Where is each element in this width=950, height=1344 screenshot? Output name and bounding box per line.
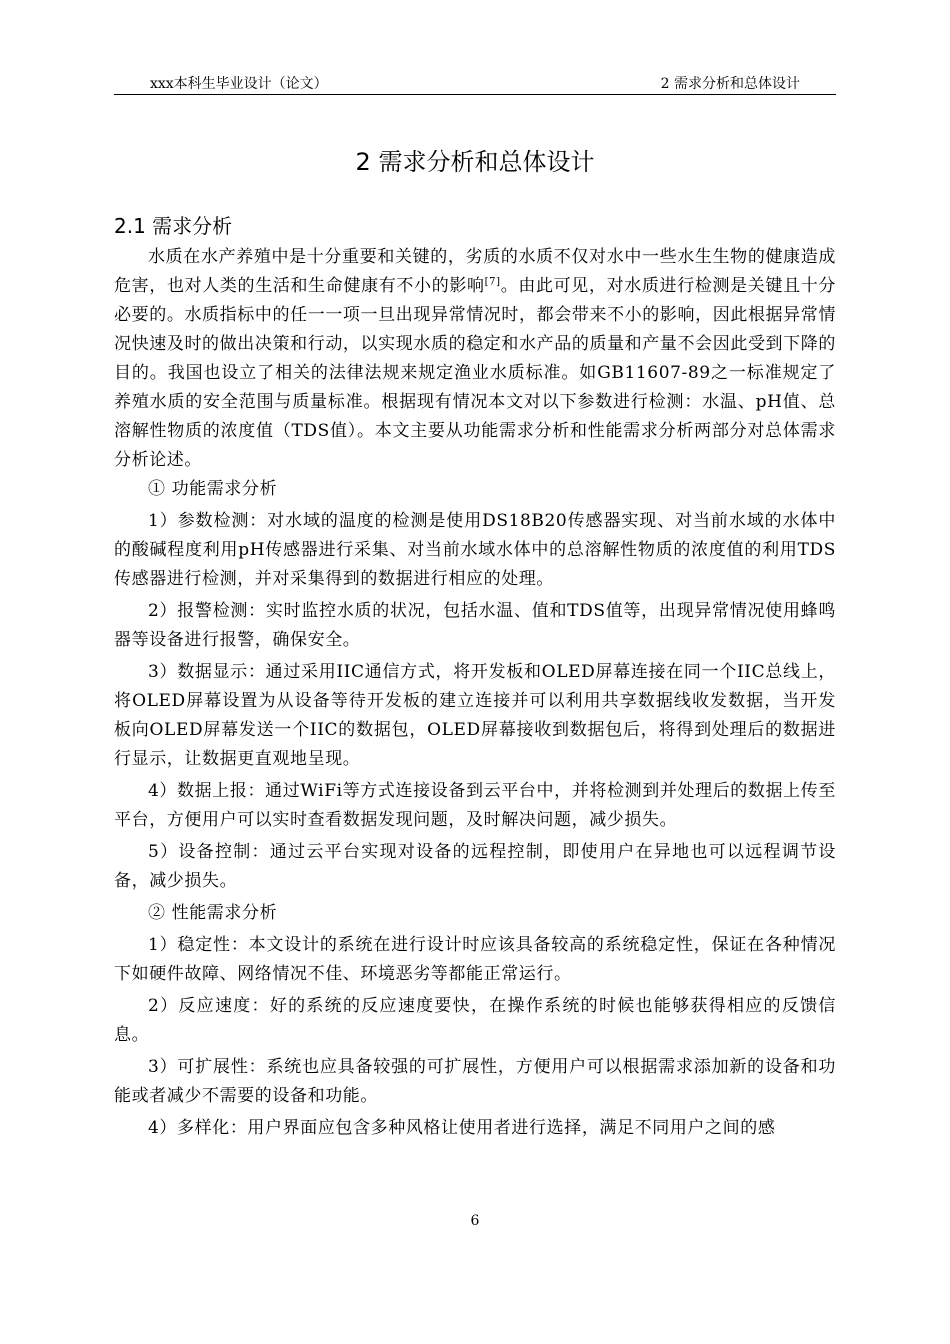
functional-item: 3）数据显示：通过采用IIC通信方式，将开发板和OLED屏幕连接在同一个IIC总线上，将OLED屏幕设置为从设备等待开发板的建立连接并可以利用共享数据线收发数据，当开发板向OLED屏幕发送一个IIC的数据包，OLED屏幕接收到数据包后，将得到处理后的数据进行显示，让数据更直观地呈现。 — [114, 662, 836, 769]
header-chapter-title: 2 需求分析和总体设计 — [660, 76, 800, 92]
intro-text-part2: 。由此可见，对水质进行检测是关键且十分必要的。水质指标中的任一一项一旦出现异常情况时，都会带来不小的影响，因此根据异常情况快速及时的做出决策和行动，以实现水质的稳定和水产品的质量和产量不会因此受到下降的目的。我国也设立了相关的法律法规来规定渔业水质标准。如GB11607-89之一标准规定了养殖水质的安全范围与质量标准。根据现有情况本文对以下参数进行检测：水温、pH值、总溶解性物质的浓度值（TDS值）。本文主要从功能需求分析和性能需求分析两部分对总体需求分析论述。 — [114, 276, 836, 470]
page-number: 6 — [470, 1213, 480, 1229]
body-text — [114, 243, 836, 1143]
performance-heading: ② 性能需求分析 — [148, 903, 278, 923]
functional-heading: ① 功能需求分析 — [148, 479, 278, 499]
performance-item: 4）多样化：用户界面应包含多种风格让使用者进行选择，满足不同用户之间的感 — [148, 1118, 776, 1138]
performance-item: 3）可扩展性：系统也应具备较强的可扩展性，方便用户可以根据需求添加新的设备和功能或者减少不需要的设备和功能。 — [114, 1057, 836, 1106]
functional-item: 4）数据上报：通过WiFi等方式连接设备到云平台中，并将检测到并处理后的数据上传至平台，方便用户可以实时查看数据发现问题，及时解决问题，减少损失。 — [114, 781, 836, 830]
intro-text-part1: 水质在水产养殖中是十分重要和关键的，劣质的水质不仅对水中一些水生生物的健康造成危害，也对人类的生活和生命健康有不小的影响 — [114, 247, 836, 296]
intro-paragraph — [114, 243, 836, 475]
citation-ref: [7] — [484, 276, 501, 288]
functional-item: 2）报警检测：实时监控水质的状况，包括水温、值和TDS值等，出现异常情况使用蜂鸣器等设备进行报警，确保安全。 — [114, 601, 836, 650]
performance-item: 1）稳定性：本文设计的系统在进行设计时应该具备较高的系统稳定性，保证在各种情况下如硬件故障、网络情况不佳、环境恶劣等都能正常运行。 — [114, 935, 836, 984]
functional-item: 5）设备控制：通过云平台实现对设备的远程控制，即使用户在异地也可以远程调节设备，减少损失。 — [114, 842, 836, 891]
performance-item: 2）反应速度：好的系统的反应速度要快，在操作系统的时候也能够获得相应的反馈信息。 — [114, 996, 836, 1045]
section-title: 2.1 需求分析 — [114, 214, 233, 238]
running-header — [114, 74, 836, 95]
chapter-title: 2 需求分析和总体设计 — [355, 148, 595, 176]
functional-item: 1）参数检测：对水域的温度的检测是使用DS18B20传感器实现、对当前水域的水体中的酸碱程度利用pH传感器进行采集、对当前水域水体中的总溶解性物质的浓度值的利用TDS传感器进行检测，并对采集得到的数据进行相应的处理。 — [114, 511, 836, 589]
header-thesis-title: xxx本科生毕业设计（论文） — [150, 76, 328, 92]
